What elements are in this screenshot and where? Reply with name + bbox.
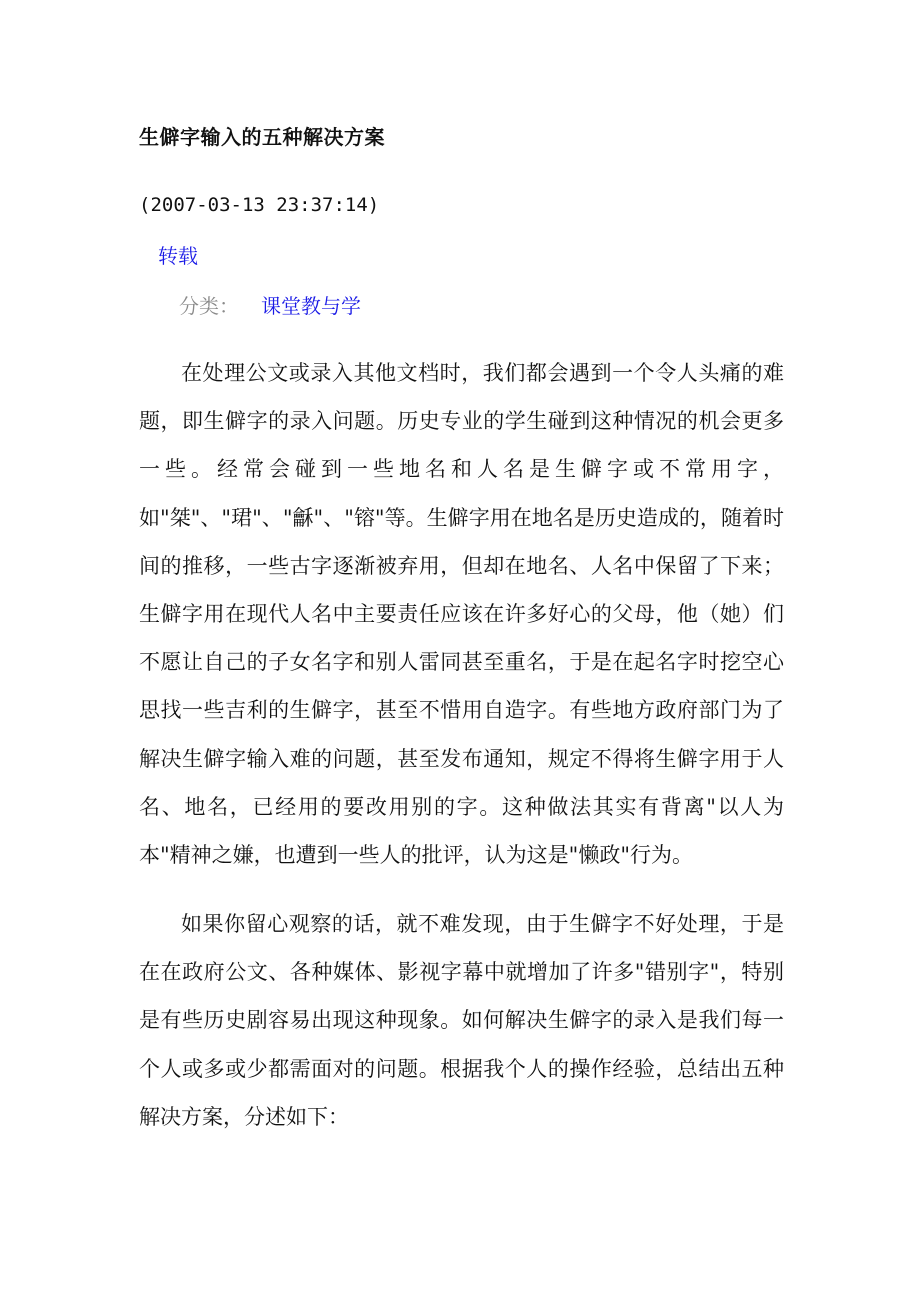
repost-link[interactable]: 转载	[158, 244, 198, 268]
category-link[interactable]: 课堂教与学	[261, 294, 361, 318]
category-row	[179, 290, 361, 319]
body-paragraph-1: 在处理公文或录入其他文档时，我们都会遇到一个令人头痛的难题，即生僻字的录入问题。历史专业的学生碰到这种情况的机会更多一些。经常会碰到一些地名和人名是生僻字或不常用字，如"桀"、"珺"、"龢"、"镕"等。生僻字用在地名是历史造成的，随着时间的推移，一些古字逐渐被弃用，但却在地名、人名中保留了下来；生僻字用在现代人名中主要责任应该在许多好心的父母，他（她）们不愿让自己的子女名字和别人雷同甚至重名，于是在起名字时挖空心思找一些吉利的生僻字，甚至不惜用自造字。有些地方政府部门为了解决生僻字输入难的问题，甚至发布通知，规定不得将生僻字用于人名、地名，已经用的要改用别的字。这种做法其实有背离"以人为本"精神之嫌，也遭到一些人的批评，认为这是"懒政"行为。	[139, 361, 784, 868]
article-timestamp: (2007-03-13 23:37:14)	[139, 194, 380, 216]
category-label: 分类：	[179, 294, 239, 318]
article-title: 生僻字输入的五种解决方案	[139, 125, 385, 149]
body-paragraph-2: 如果你留心观察的话，就不难发现，由于生僻字不好处理，于是在在政府公文、各种媒体、影视字幕中就增加了许多"错别字"，特别是有些历史剧容易出现这种现象。如何解决生僻字的录入是我们每一个人或多或少都需面对的问题。根据我个人的操作经验，总结出五种解决方案，分述如下：	[139, 912, 784, 1129]
